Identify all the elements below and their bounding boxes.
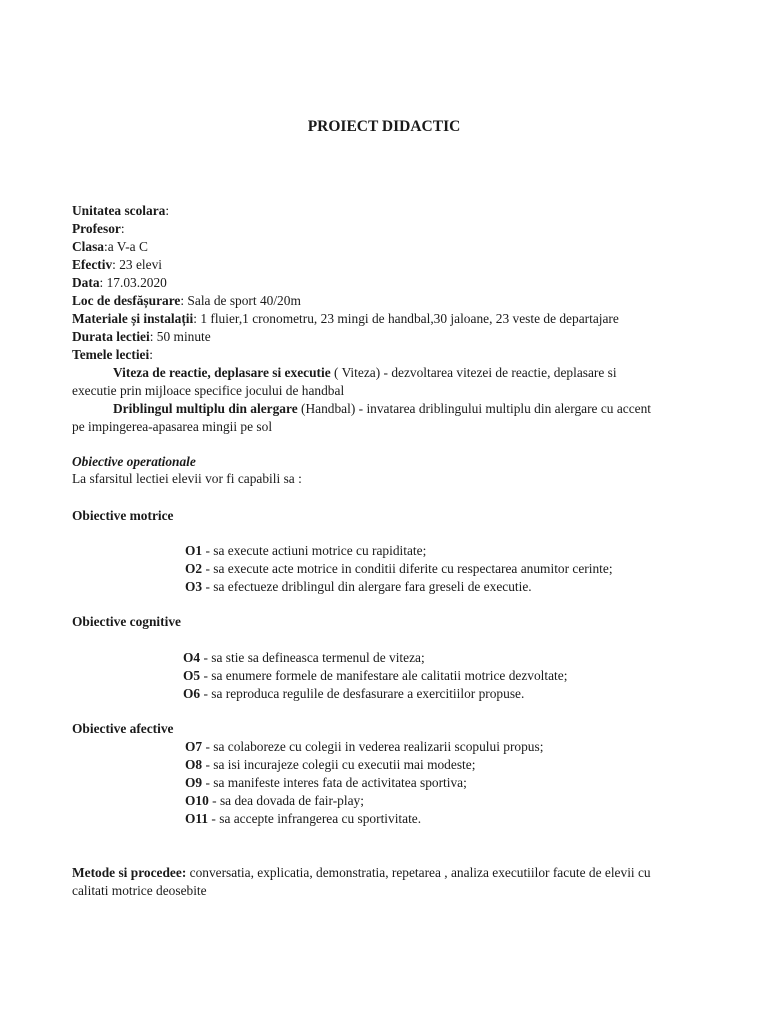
objective-text: - sa execute actiuni motrice cu rapiditate; bbox=[202, 543, 427, 558]
objective-code: O2 bbox=[185, 561, 203, 576]
metode-cont: calitati motrice deosebite bbox=[72, 883, 207, 898]
objective-item bbox=[185, 792, 364, 810]
obiective-operationale-heading: Obiective operationale bbox=[72, 454, 196, 469]
profesor-line bbox=[72, 220, 125, 238]
cognitive-heading: Obiective cognitive bbox=[72, 614, 181, 629]
durata-label: Durata lectiei bbox=[72, 329, 150, 344]
metode-line bbox=[72, 864, 651, 882]
tema-2 bbox=[113, 400, 651, 418]
objective-item bbox=[185, 756, 475, 774]
objective-item bbox=[185, 578, 532, 596]
afective-heading: Obiective afective bbox=[72, 721, 174, 736]
motrice-heading: Obiective motrice bbox=[72, 508, 174, 523]
tema-2-title: Driblingul multiplu din alergare bbox=[113, 401, 298, 416]
unitatea-line bbox=[72, 202, 169, 220]
objective-item bbox=[185, 738, 543, 756]
profesor-label: Profesor bbox=[72, 221, 121, 236]
objective-text: - sa dea dovada de fair-play; bbox=[208, 793, 364, 808]
objective-item bbox=[183, 649, 425, 667]
objective-item bbox=[185, 810, 421, 828]
tema-1-cont: executie prin mijloace specifice jocului de handbal bbox=[72, 383, 345, 398]
profesor-value: : bbox=[120, 221, 125, 236]
tema-2-cont: pe impingerea-apasarea mingii pe sol bbox=[72, 419, 273, 434]
objective-code: O5 bbox=[183, 668, 201, 683]
teme-line bbox=[72, 346, 153, 364]
objective-code: O8 bbox=[185, 757, 203, 772]
efectiv-value: : 23 elevi bbox=[112, 257, 162, 272]
teme-value: : bbox=[149, 347, 153, 362]
metode-label: Metode si procedee: bbox=[72, 865, 187, 880]
loc-line bbox=[72, 292, 301, 310]
efectiv-label: Efectiv bbox=[72, 257, 113, 272]
objective-text: - sa execute acte motrice in conditii diferite cu respectarea anumitor cerinte; bbox=[202, 561, 613, 576]
objective-code: O3 bbox=[185, 579, 203, 594]
materiale-line bbox=[72, 310, 619, 328]
tema-1-text: ( Viteza) - dezvoltarea vitezei de reactie, deplasare si bbox=[330, 365, 617, 380]
unitatea-label: Unitatea scolara bbox=[72, 203, 166, 218]
objective-item bbox=[185, 542, 426, 560]
objective-code: O1 bbox=[185, 543, 203, 558]
unitatea-value: : bbox=[165, 203, 170, 218]
objective-item bbox=[185, 774, 467, 792]
clasa-value: :a V-a C bbox=[104, 239, 148, 254]
objective-item bbox=[185, 560, 613, 578]
objective-text: - sa efectueze driblingul din alergare fara greseli de executie. bbox=[202, 579, 532, 594]
clasa-label: Clasa bbox=[72, 239, 104, 254]
objective-text: - sa colaboreze cu colegii in vederea realizarii scopului propus; bbox=[202, 739, 544, 754]
objective-code: O9 bbox=[185, 775, 203, 790]
objective-item bbox=[183, 667, 567, 685]
objective-item bbox=[183, 685, 524, 703]
durata-value: : 50 minute bbox=[149, 329, 211, 344]
tema-1 bbox=[113, 364, 617, 382]
objective-code: O10 bbox=[185, 793, 209, 808]
tema-1-title: Viteza de reactie, deplasare si executie bbox=[113, 365, 331, 380]
durata-line bbox=[72, 328, 211, 346]
metode-text: conversatia, explicatia, demonstratia, repetarea , analiza executiilor facute de elevii cu bbox=[186, 865, 651, 880]
objective-code: O11 bbox=[185, 811, 209, 826]
efectiv-line bbox=[72, 256, 162, 274]
obiective-intro: La sfarsitul lectiei elevii vor fi capabili sa : bbox=[72, 471, 302, 486]
data-value: : 17.03.2020 bbox=[99, 275, 167, 290]
clasa-line bbox=[72, 238, 148, 256]
objective-text: - sa accepte infrangerea cu sportivitate. bbox=[208, 811, 422, 826]
materiale-label: Materiale și instalații bbox=[72, 311, 194, 326]
materiale-value: : 1 fluier,1 cronometru, 23 mingi de handbal,30 jaloane, 23 veste de departajare bbox=[193, 311, 619, 326]
objective-text: - sa stie sa defineasca termenul de viteza; bbox=[200, 650, 425, 665]
loc-value: : Sala de sport 40/20m bbox=[180, 293, 301, 308]
objective-code: O7 bbox=[185, 739, 203, 754]
page-title: PROIECT DIDACTIC bbox=[307, 118, 461, 135]
objective-code: O4 bbox=[183, 650, 201, 665]
data-line bbox=[72, 274, 167, 292]
data-label: Data bbox=[72, 275, 100, 290]
objective-text: - sa enumere formele de manifestare ale calitatii motrice dezvoltate; bbox=[200, 668, 568, 683]
objective-text: - sa reproduca regulile de desfasurare a exercitiilor propuse. bbox=[200, 686, 525, 701]
loc-label: Loc de desfășurare bbox=[72, 293, 181, 308]
objective-text: - sa isi incurajeze colegii cu executii mai modeste; bbox=[202, 757, 476, 772]
objective-code: O6 bbox=[183, 686, 201, 701]
objective-text: - sa manifeste interes fata de activitatea sportiva; bbox=[202, 775, 467, 790]
teme-label: Temele lectiei bbox=[72, 347, 150, 362]
tema-2-text: (Handbal) - invatarea driblingului multiplu din alergare cu accent bbox=[297, 401, 652, 416]
